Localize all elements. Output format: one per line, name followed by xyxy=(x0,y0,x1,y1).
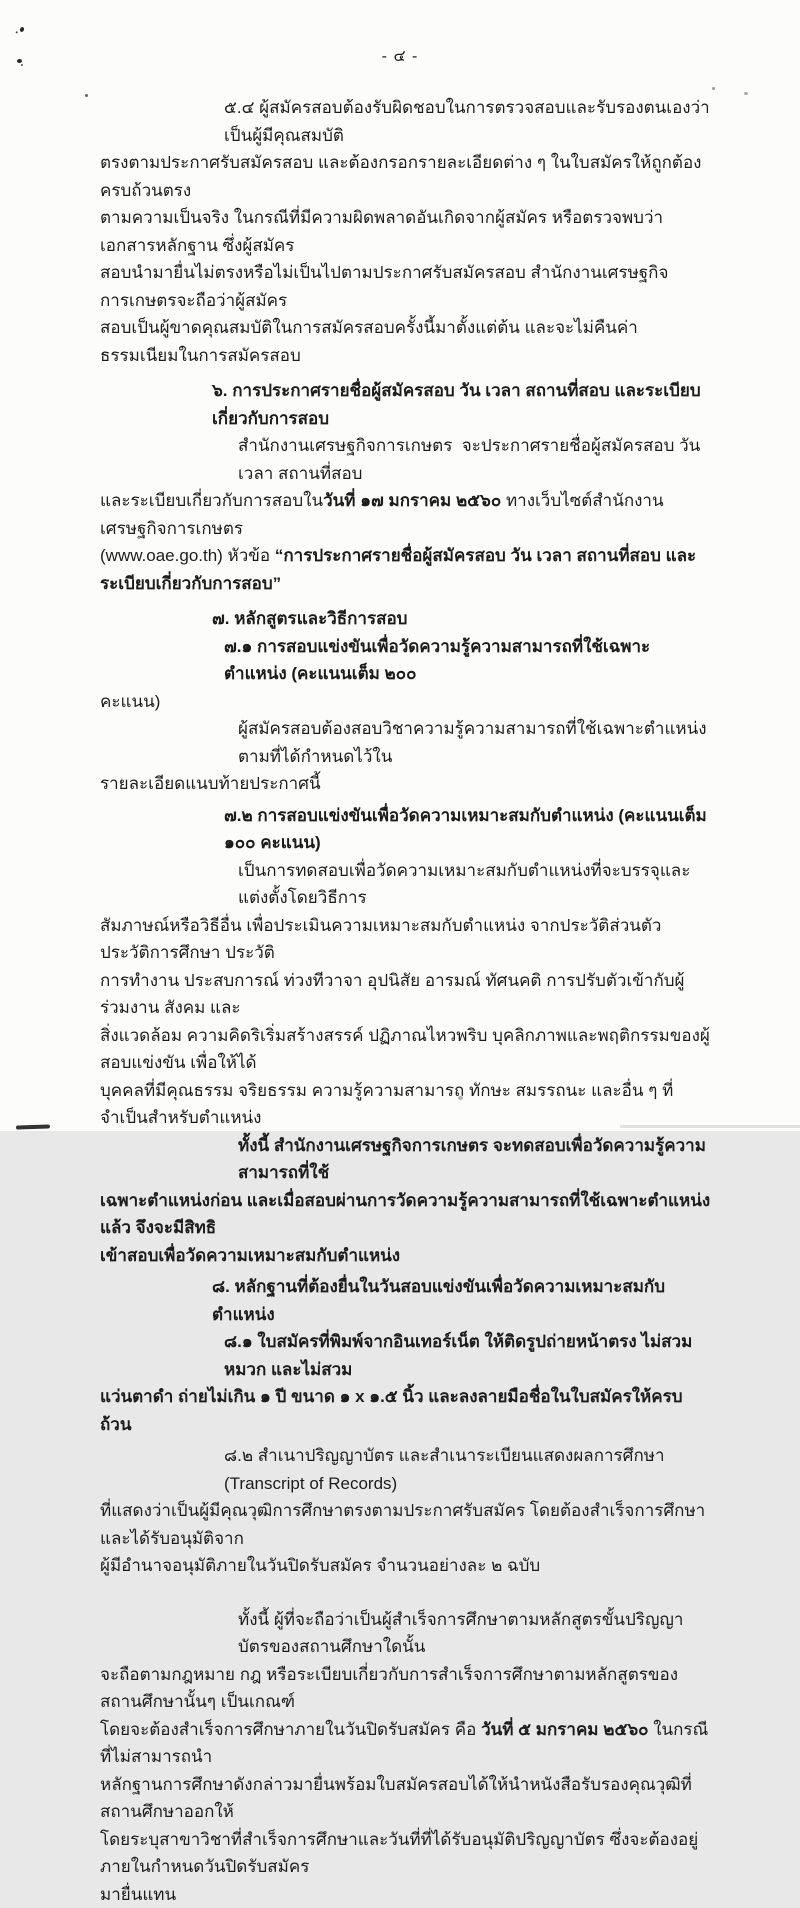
document-body xyxy=(100,94,712,1908)
text-line xyxy=(100,1826,712,1881)
text-line xyxy=(100,857,712,912)
text-segment: ที่แสดงว่าเป็นผู้มีคุณวุฒิการศึกษาตรงตามประกาศรับสมัคร โดยต้องสำเร็จการศึกษาและได้รับอนุมัติจาก xyxy=(100,1501,705,1548)
text-line xyxy=(100,259,712,314)
text-segment: ๕.๔ ผู้สมัครสอบต้องรับผิดชอบในการตรวจสอบและรับรองตนเองว่า เป็นผู้มีคุณสมบัติ xyxy=(224,98,714,145)
text-line xyxy=(100,802,712,857)
text-segment: สอบเป็นผู้ขาดคุณสมบัติในการสมัครสอบครั้งนี้มาตั้งแต่ต้น และจะไม่คืนค่าธรรมเนียมในการสมัครสอบ xyxy=(100,318,638,365)
text-line xyxy=(100,1497,712,1552)
text-line xyxy=(100,432,712,487)
text-line xyxy=(100,1661,712,1716)
scan-speck xyxy=(744,92,748,95)
text-segment: เข้าสอบเพื่อวัดความเหมาะสมกับตำแหน่ง xyxy=(100,1246,400,1265)
text-segment: มายื่นแทน xyxy=(100,1885,176,1904)
text-line xyxy=(100,715,712,770)
text-segment: “การประกาศรายชื่อผู้สมัครสอบ วัน เวลา สถานที่สอบ และระเบียบเกี่ยวกับการสอบ” xyxy=(100,546,696,593)
text-segment: ทางเว็บไซต์สำนักงานเศรษฐกิจการเกษตร xyxy=(100,491,664,538)
text-segment: ตรงตามประกาศรับสมัครสอบ และต้องกรอกรายละเอียดต่าง ๆ ในใบสมัครให้ถูกต้องครบถ้วนตรง xyxy=(100,153,701,200)
text-segment: โดยจะต้องสำเร็จการศึกษาภายในวันปิดรับสมัคร คือ xyxy=(100,1720,481,1739)
scan-speck xyxy=(85,94,88,97)
text-segment: ๘.๒ สำเนาปริญญาบัตร และสำเนาระเบียนแสดงผลการศึกษา (Transcript of Records) xyxy=(224,1446,669,1493)
text-segment: และระเบียบเกี่ยวกับการสอบใน xyxy=(100,491,323,510)
text-line xyxy=(100,314,712,369)
text-line xyxy=(100,1132,712,1187)
text-segment: จะถือตามกฎหมาย กฎ หรือระเบียบเกี่ยวกับการสำเร็จการศึกษาตามหลักสูตรของสถานศึกษานั้นๆ เป็นเกณฑ์ xyxy=(100,1665,678,1712)
text-segment: ตามความเป็นจริง ในกรณีที่มีความผิดพลาดอันเกิดจากผู้สมัคร หรือตรวจพบว่าเอกสารหลักฐาน ซึ่งผู้สมัคร xyxy=(100,208,663,255)
text-segment: บุคคลที่มีคุณธรรม จริยธรรม ความรู้ความสามารถ ทักษะ สมรรถนะ และอื่น ๆ ที่จำเป็นสำหรับตำแหน่ง xyxy=(100,1081,673,1128)
scan-speck xyxy=(19,26,24,32)
text-line xyxy=(100,633,712,688)
text-line xyxy=(100,1716,712,1771)
text-segment: ๘. หลักฐานที่ต้องยื่นในวันสอบแข่งขันเพื่อวัดความเหมาะสมกับตำแหน่ง xyxy=(212,1277,665,1324)
text-segment: สอบนำมายื่นไม่ตรงหรือไม่เป็นไปตามประกาศรับสมัครสอบ สำนักงานเศรษฐกิจการเกษตรจะถือว่าผู้สมัคร xyxy=(100,263,668,310)
text-line xyxy=(100,1328,712,1383)
scan-speck xyxy=(712,87,715,90)
text-line xyxy=(100,377,712,432)
text-line xyxy=(100,1552,712,1580)
text-line xyxy=(100,204,712,259)
text-segment: ผู้สมัครสอบต้องสอบวิชาความรู้ความสามารถที่ใช้เฉพาะตำแหน่ง ตามที่ได้กำหนดไว้ใน xyxy=(238,719,711,766)
text-line xyxy=(100,1273,712,1328)
text-segment: สัมภาษณ์หรือวิธีอื่น เพื่อประเมินความเหมาะสมกับตำแหน่ง จากประวัติส่วนตัว ประวัติการศึกษา ประวัติ xyxy=(100,916,666,963)
text-line xyxy=(100,770,712,798)
text-line xyxy=(100,912,712,967)
text-line xyxy=(100,605,712,633)
scan-smudge xyxy=(620,1125,800,1128)
text-segment: เป็นการทดสอบเพื่อวัดความเหมาะสมกับตำแหน่งที่จะบรรจุและแต่งตั้งโดยวิธีการ xyxy=(238,861,690,908)
text-line xyxy=(100,1881,712,1908)
text-line xyxy=(100,1771,712,1826)
scan-speck xyxy=(17,59,22,63)
text-line xyxy=(100,1077,712,1132)
text-line xyxy=(100,1383,712,1438)
text-line xyxy=(100,1022,712,1077)
text-segment: ๗.๑ การสอบแข่งขันเพื่อวัดความรู้ความสามารถที่ใช้เฉพาะตำแหน่ง (คะแนนเต็ม ๒๐๐ xyxy=(224,637,650,684)
text-segment: สำนักงานเศรษฐกิจการเกษตร จะประกาศรายชื่อผู้สมัครสอบ วัน เวลา สถานที่สอบ xyxy=(238,436,705,483)
text-segment: ๖. การประกาศรายชื่อผู้สมัครสอบ วัน เวลา สถานที่สอบ และระเบียบเกี่ยวกับการสอบ xyxy=(212,381,701,428)
text-segment: สิ่งแวดล้อม ความคิดริเริ่มสร้างสรรค์ ปฏิภาณไหวพริบ บุคลิกภาพและพฤติกรรมของผู้สอบแข่งขัน เพื่อให้ได้ xyxy=(100,1026,710,1073)
text-line xyxy=(100,967,712,1022)
page-number: - ๔ - xyxy=(0,44,800,69)
text-line xyxy=(100,487,712,542)
text-segment: วันที่ ๕ มกราคม ๒๕๖๐ xyxy=(481,1720,648,1739)
text-segment: ๘.๑ ใบสมัครที่พิมพ์จากอินเทอร์เน็ต ให้ติดรูปถ่ายหน้าตรง ไม่สวมหมวก และไม่สวม xyxy=(224,1332,692,1379)
scan-speck xyxy=(458,1096,463,1100)
text-segment: รายละเอียดแนบท้ายประกาศนี้ xyxy=(100,774,321,793)
text-segment: เฉพาะตำแหน่งก่อน และเมื่อสอบผ่านการวัดความรู้ความสามารถที่ใช้เฉพาะตำแหน่งแล้ว จึงจะมีสิทธิ xyxy=(100,1191,710,1238)
text-line xyxy=(100,1442,712,1497)
text-segment: การทำงาน ประสบการณ์ ท่วงทีวาจา อุปนิสัย อารมณ์ ทัศนคติ การปรับตัวเข้ากับผู้ร่วมงาน สังคม และ xyxy=(100,971,685,1018)
text-segment: แว่นตาดำ ถ่ายไม่เกิน ๑ ปี ขนาด ๑ x ๑.๕ นิ้ว และลงลายมือชื่อในใบสมัครให้ครบถ้วน xyxy=(100,1387,683,1434)
text-segment: (www.oae.go.th) หัวข้อ xyxy=(100,546,275,565)
text-segment: ในกรณีที่ไม่สามารถนำ xyxy=(100,1720,708,1767)
text-segment: คะแนน) xyxy=(100,692,160,711)
text-segment: วันที่ ๑๗ มกราคม ๒๕๖๐ xyxy=(323,491,501,510)
text-segment: ทั้งนี้ ผู้ที่จะถือว่าเป็นผู้สำเร็จการศึกษาตามหลักสูตรขั้นปริญญาบัตรของสถานศึกษาใดนั้น xyxy=(238,1610,683,1657)
text-line xyxy=(100,1187,712,1242)
text-segment: ผู้มีอำนาจอนุมัติภายในวันปิดรับสมัคร จำนวนอย่างละ ๒ ฉบับ xyxy=(100,1556,540,1575)
text-segment: หลักฐานการศึกษาดังกล่าวมายื่นพร้อมใบสมัครสอบได้ให้นำหนังสือรับรองคุณวุฒิที่สถานศึกษาออกให้ xyxy=(100,1775,692,1822)
text-segment: โดยระบุสาขาวิชาที่สำเร็จการศึกษาและวันที่ที่ได้รับอนุมัติปริญญาบัตร ซึ่งจะต้องอยู่ภายในกำหนดวันปิดรับสมัคร xyxy=(100,1830,698,1877)
text-line xyxy=(100,1606,712,1661)
scan-smudge xyxy=(16,1124,50,1129)
text-segment: ๗. หลักสูตรและวิธีการสอบ xyxy=(212,609,407,628)
text-line xyxy=(100,542,712,597)
text-segment: ทั้งนี้ สำนักงานเศรษฐกิจการเกษตร จะทดสอบเพื่อวัดความรู้ความสามารถที่ใช้ xyxy=(238,1136,706,1183)
text-segment: ๗.๒ การสอบแข่งขันเพื่อวัดความเหมาะสมกับตำแหน่ง (คะแนนเต็ม ๑๐๐ คะแนน) xyxy=(224,806,712,853)
text-line xyxy=(100,1242,712,1270)
text-line xyxy=(100,688,712,716)
text-line xyxy=(100,94,712,149)
text-line xyxy=(100,149,712,204)
